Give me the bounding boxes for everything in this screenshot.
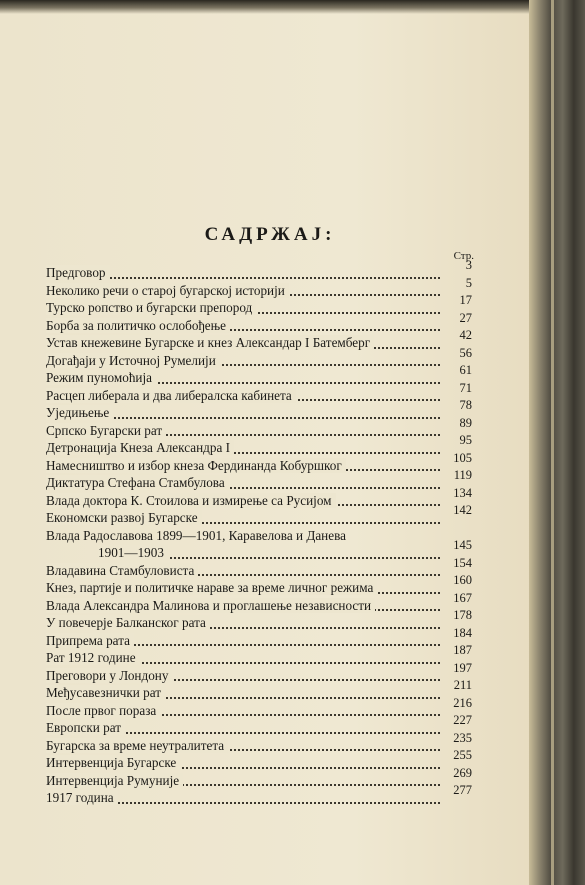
toc-entry-title: Устав кнежевине Бугарске и кнез Александар I Батемберг <box>46 335 374 350</box>
toc-entry-page: 227 <box>453 713 472 727</box>
toc-entry[interactable] <box>46 695 476 720</box>
toc-entry-page: 197 <box>453 660 472 675</box>
toc-entry-title: У повечерје Балканског рата <box>46 615 210 630</box>
toc-entry[interactable] <box>46 363 476 387</box>
toc-entry-title: Кнез, партије и политичке нараве за време личног режима <box>46 580 377 595</box>
toc-entry-title: Диктатура Стефана Стамбулова <box>46 475 229 490</box>
toc-entry-title: Влада доктора К. Стоилова и измирење са Русијом <box>46 493 336 508</box>
toc-entry-page: 160 <box>453 573 472 587</box>
toc-entry-title: Међусавезнички рат <box>46 685 165 700</box>
toc-entry[interactable] <box>46 765 476 790</box>
toc-entry[interactable] <box>46 293 476 317</box>
toc-entry-page: 95 <box>459 433 472 447</box>
toc-entry-title: Намесништво и избор кнеза Фердинанда Кобуршког <box>46 458 346 473</box>
toc-entry-page: 211 <box>453 678 472 692</box>
toc-entry-page: 17 <box>459 293 472 307</box>
toc-entry-title: Српско Бугарски рат <box>46 423 166 438</box>
toc-entry-page: 105 <box>453 450 472 465</box>
toc-entry-page: 56 <box>459 345 472 360</box>
toc-entry-page: 235 <box>453 730 472 745</box>
toc-entry[interactable] <box>46 485 476 510</box>
toc-entry[interactable] <box>46 415 476 440</box>
toc-entry[interactable] <box>46 310 476 335</box>
toc-entry-page: 27 <box>459 310 472 325</box>
toc-entry-title: После првог пораза <box>46 703 160 718</box>
toc-entry[interactable] <box>46 258 476 282</box>
toc-entry-page: 255 <box>453 748 472 762</box>
toc-entry-title: Преговори у Лондону <box>46 668 172 683</box>
toc-entry[interactable] <box>46 398 476 422</box>
toc-entry-title: Припрема рата <box>46 633 134 648</box>
toc-entry-page: 269 <box>453 765 472 780</box>
toc-entry-page: 216 <box>453 695 472 710</box>
toc-entry[interactable] <box>46 468 476 492</box>
toc-entry-title: Уједињење <box>46 405 113 420</box>
toc-entry[interactable] <box>46 783 476 807</box>
toc-entry-page: 61 <box>459 363 472 377</box>
toc-entry[interactable] <box>46 380 476 405</box>
toc-entry-page: 119 <box>453 468 472 482</box>
toc-entry-title: Владавина Стамбуловиста <box>46 563 198 578</box>
toc-entry[interactable] <box>46 730 476 755</box>
toc-entry-title: Неколико речи о старој бугарској историји <box>46 283 289 298</box>
toc-entry-page: 42 <box>459 328 472 342</box>
toc-entry-page: 71 <box>459 380 472 395</box>
toc-entry-title: Економски развој Бугарске <box>46 510 202 525</box>
toc-entry[interactable] <box>46 275 476 300</box>
toc-entry-page: 3 <box>465 258 472 272</box>
toc-entry-page: 178 <box>453 608 472 622</box>
toc-entry[interactable] <box>46 625 476 650</box>
toc-list <box>46 258 476 807</box>
toc-entry-title: Догађаји у Источној Румелији <box>46 353 220 368</box>
top-edge-shadow <box>0 0 540 14</box>
toc-entry-title: Режим пуномоћија <box>46 370 156 385</box>
book-binding <box>529 0 585 885</box>
toc-entry-page: 89 <box>459 415 472 430</box>
toc-entry-title: Влада Радославова 1899—1901, Каравелова и Данева <box>46 527 346 543</box>
toc-entry[interactable] <box>46 555 476 580</box>
toc-entry-title: Влада Александра Малинова и проглашење независности <box>46 598 375 613</box>
toc-entry-title: Бугарска за време неутралитета <box>46 738 228 753</box>
toc-entry[interactable] <box>46 450 476 475</box>
toc-entry-page: 154 <box>453 555 472 570</box>
toc-entry[interactable] <box>46 503 476 527</box>
toc-entry-title: Европски рат <box>46 720 125 735</box>
toc-entry[interactable] <box>46 748 476 772</box>
toc-heading: САДРЖАЈ: <box>204 224 336 245</box>
toc-entry[interactable] <box>46 433 476 457</box>
toc-entry[interactable] <box>46 608 476 632</box>
toc-entry-page: 187 <box>453 643 472 657</box>
toc-entry-title: Расцеп либерала и два либералска кабинета <box>46 388 296 403</box>
toc-entry[interactable] <box>46 713 476 737</box>
toc-entry-title: Интервенција Румуније <box>46 773 183 788</box>
toc-entry-title: Предговор <box>46 265 110 280</box>
toc-entry-page: 5 <box>465 275 472 290</box>
toc-entry-title: Интервенција Бугарске <box>46 755 180 770</box>
toc-entry-page: 277 <box>453 783 472 797</box>
toc-entry-page: 142 <box>453 503 472 517</box>
toc-entry[interactable] <box>46 643 476 667</box>
toc-entry-title: Рат 1912 године <box>46 650 140 665</box>
toc-entry[interactable] <box>46 527 476 562</box>
toc-entry[interactable] <box>46 573 476 597</box>
toc-entry[interactable] <box>46 678 476 702</box>
toc-entry-page: 78 <box>459 398 472 412</box>
toc-entry-page: 145 <box>453 538 472 552</box>
toc-entry[interactable] <box>46 590 476 615</box>
toc-entry-title-continued: 1901—1903 <box>98 545 168 560</box>
toc-entry-page: 134 <box>453 485 472 500</box>
page-column-label: Стр. <box>453 250 474 262</box>
toc-entry-page: 167 <box>453 590 472 605</box>
toc-entry[interactable] <box>46 328 476 352</box>
toc-entry-page: 184 <box>453 625 472 640</box>
toc-entry-title: 1917 година <box>46 790 118 805</box>
toc-entry[interactable] <box>46 660 476 685</box>
toc-entry-title: Детронација Кнеза Александра I <box>46 440 234 455</box>
toc-entry[interactable] <box>46 345 476 370</box>
toc-entry-title: Борба за политичко ослобођење <box>46 318 230 333</box>
toc-entry-title: Турско ропство и бугарски препород <box>46 300 256 315</box>
